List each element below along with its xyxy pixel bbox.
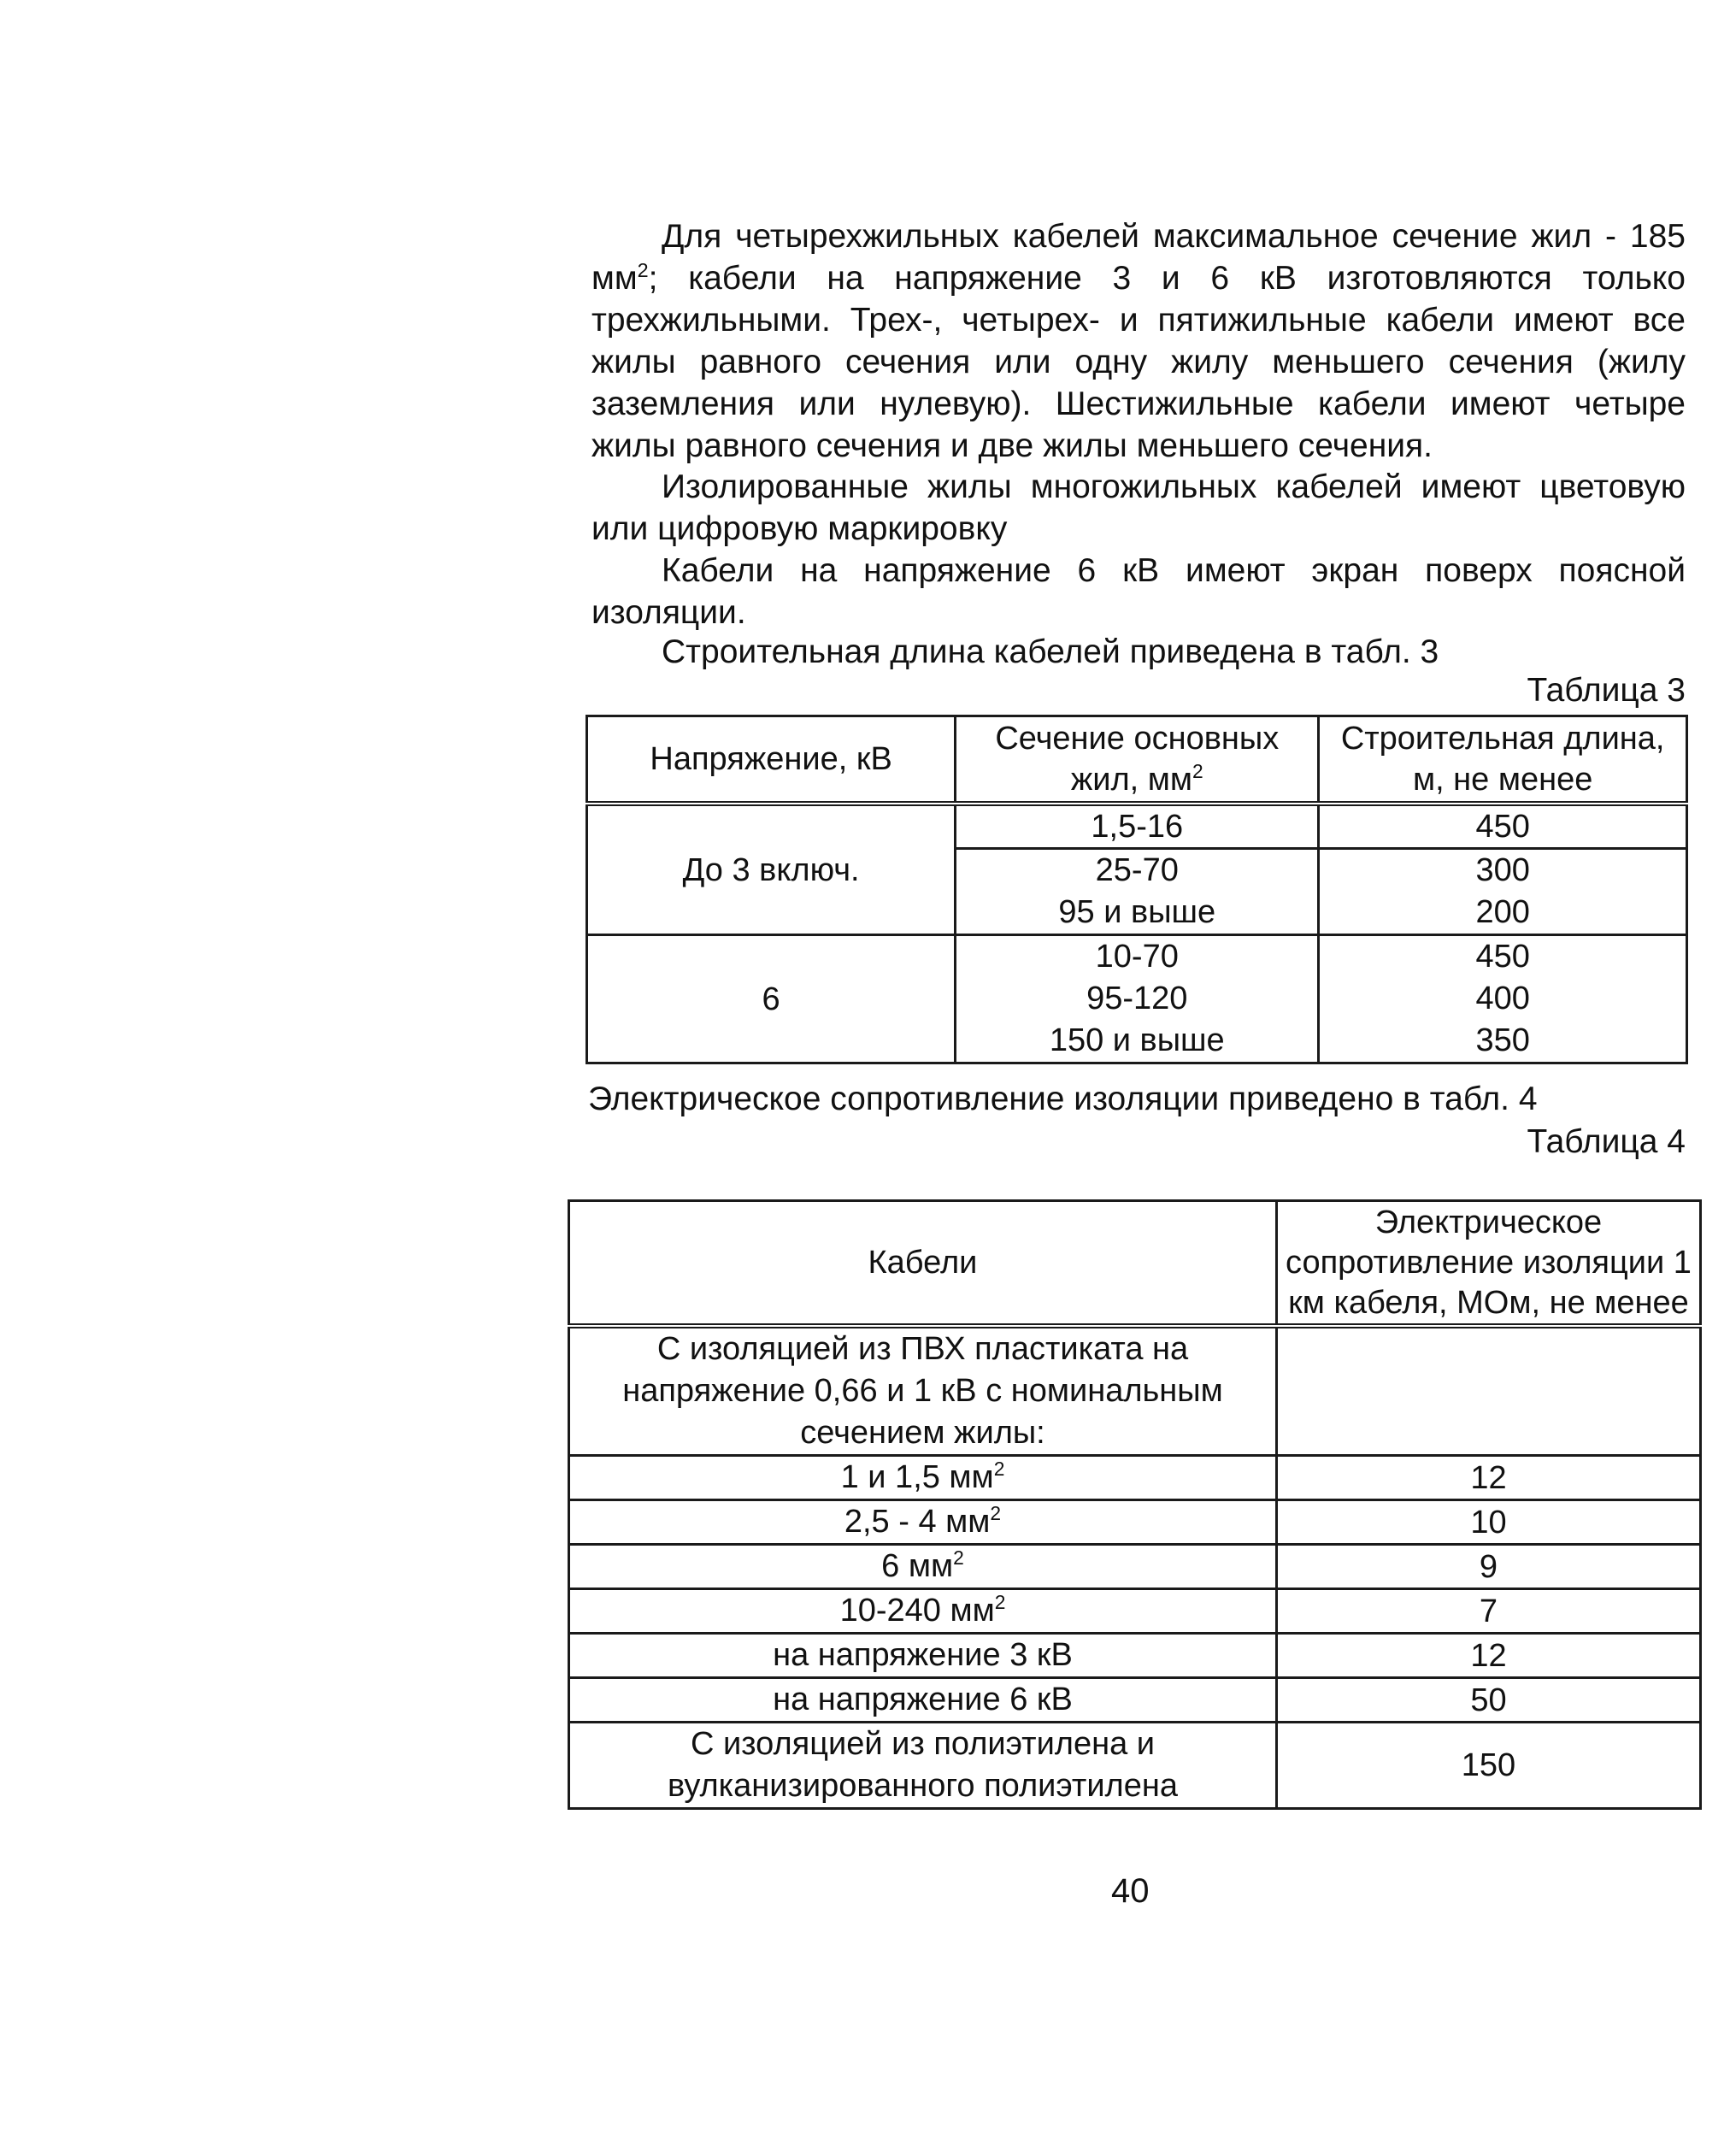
resistance-cell: 150 (1276, 1723, 1700, 1809)
table-row (569, 1456, 1701, 1500)
section-cell: 1,5-16 (956, 804, 1319, 849)
table-row (569, 1723, 1701, 1809)
cable-cell (569, 1589, 1277, 1634)
table4-caption: Таблица 4 (1527, 1123, 1686, 1160)
cable-cell: на напряжение 6 кВ (569, 1678, 1277, 1723)
table-row (569, 1545, 1701, 1589)
resistance-cell: 7 (1276, 1589, 1700, 1634)
table-header-row (569, 1201, 1701, 1327)
resistance-cell: 9 (1276, 1545, 1700, 1589)
cable-cell (569, 1500, 1277, 1545)
length-cell-multi (1319, 935, 1687, 1063)
paragraph-core-marking (591, 466, 1686, 550)
resistance-cell: 12 (1276, 1456, 1700, 1500)
table-construction-length (585, 715, 1688, 1064)
resistance-cell: 50 (1276, 1678, 1700, 1723)
superscript: 2 (637, 259, 649, 281)
superscript: 2 (994, 1591, 1006, 1613)
resistance-cell: 12 (1276, 1634, 1700, 1678)
paragraph-text: Кабели на напряжение 6 кВ имеют экран поверх поясной изоляции. (591, 552, 1686, 631)
table-row (569, 1589, 1701, 1634)
length-value: 200 (1475, 894, 1530, 930)
table-row (569, 1500, 1701, 1545)
paragraph-text: Строительная длина кабелей приведена в табл. 3 (662, 633, 1439, 670)
table-row (587, 935, 1687, 1063)
table-row (569, 1326, 1701, 1456)
section-value: 95-120 (1086, 981, 1188, 1016)
paragraph-text: ; кабели на напряжение 3 и 6 кВ изготовляются только трехжильными. Трех-, четырех- и пятижильные кабели имеют все жилы равного сечения или одну жилу меньшего сечения (жилу заземления или нулевую). Шестижильные кабели имеют четыре жилы равного сечения и две жилы меньшего сечения. (591, 260, 1686, 464)
header-cables: Кабели (569, 1201, 1277, 1327)
paragraph-construction-length (591, 631, 1686, 673)
cable-label: 10-240 мм (839, 1593, 995, 1629)
voltage-cell: 6 (587, 935, 956, 1063)
section-value: 150 и выше (1049, 1022, 1225, 1058)
superscript: 2 (990, 1502, 1002, 1524)
section-value: 25-70 (1095, 852, 1179, 888)
page-number: 40 (1111, 1872, 1150, 1910)
paragraph-text: Для четырехжильных кабелей максимальное сечение жил - 185 мм (591, 218, 1686, 297)
header-section-text: Сечение основных жил, мм (995, 721, 1280, 798)
cable-cell: на напряжение 3 кВ (569, 1634, 1277, 1678)
paragraph-text: Изолированные жилы многожильных кабелей имеют цветовую или цифровую маркировку (591, 468, 1686, 547)
header-section (956, 716, 1319, 804)
cable-cell (569, 1456, 1277, 1500)
resistance-cell: 10 (1276, 1500, 1700, 1545)
cable-label: С изоляцией из ПВХ пластиката на напряжение 0,66 и 1 кВ с номинальным сечением жилы: (622, 1331, 1223, 1451)
section-cell-multi (956, 935, 1319, 1063)
section-cell-multi (956, 849, 1319, 935)
paragraph-screen (591, 550, 1686, 633)
table-row (587, 804, 1687, 849)
cable-cell (569, 1545, 1277, 1589)
header-resistance: Электрическое сопротивление изоляции 1 км кабеля, МОм, не менее (1276, 1201, 1700, 1327)
table3-caption: Таблица 3 (1527, 672, 1686, 709)
length-value: 400 (1475, 981, 1530, 1016)
cable-label: 1 и 1,5 мм (840, 1459, 994, 1495)
cable-label: 6 мм (881, 1548, 954, 1584)
length-cell-multi (1319, 849, 1687, 935)
voltage-cell: До 3 включ. (587, 804, 956, 935)
table-insulation-resistance (568, 1199, 1702, 1810)
length-value: 300 (1475, 852, 1530, 888)
section-value: 10-70 (1095, 939, 1179, 975)
cable-cell: С изоляцией из полиэтилена и вулканизированного полиэтилена (569, 1723, 1277, 1809)
cable-cell (569, 1326, 1277, 1456)
length-cell: 450 (1319, 804, 1687, 849)
header-length: Строительная длина, м, не менее (1319, 716, 1687, 804)
header-voltage: Напряжение, кВ (587, 716, 956, 804)
table-row (569, 1678, 1701, 1723)
table-row (569, 1634, 1701, 1678)
cable-label: 2,5 - 4 мм (844, 1504, 991, 1540)
section-value: 95 и выше (1058, 894, 1216, 930)
superscript: 2 (953, 1546, 964, 1569)
resistance-cell (1276, 1326, 1700, 1456)
length-value: 350 (1475, 1022, 1530, 1058)
paragraph-insulation-resistance: Электрическое сопротивление изоляции приведено в табл. 4 (588, 1081, 1538, 1117)
length-value: 450 (1475, 939, 1530, 975)
superscript: 2 (993, 1458, 1005, 1480)
table-header-row (587, 716, 1687, 804)
paragraph-four-core-cables (591, 215, 1686, 467)
superscript: 2 (1192, 760, 1203, 782)
